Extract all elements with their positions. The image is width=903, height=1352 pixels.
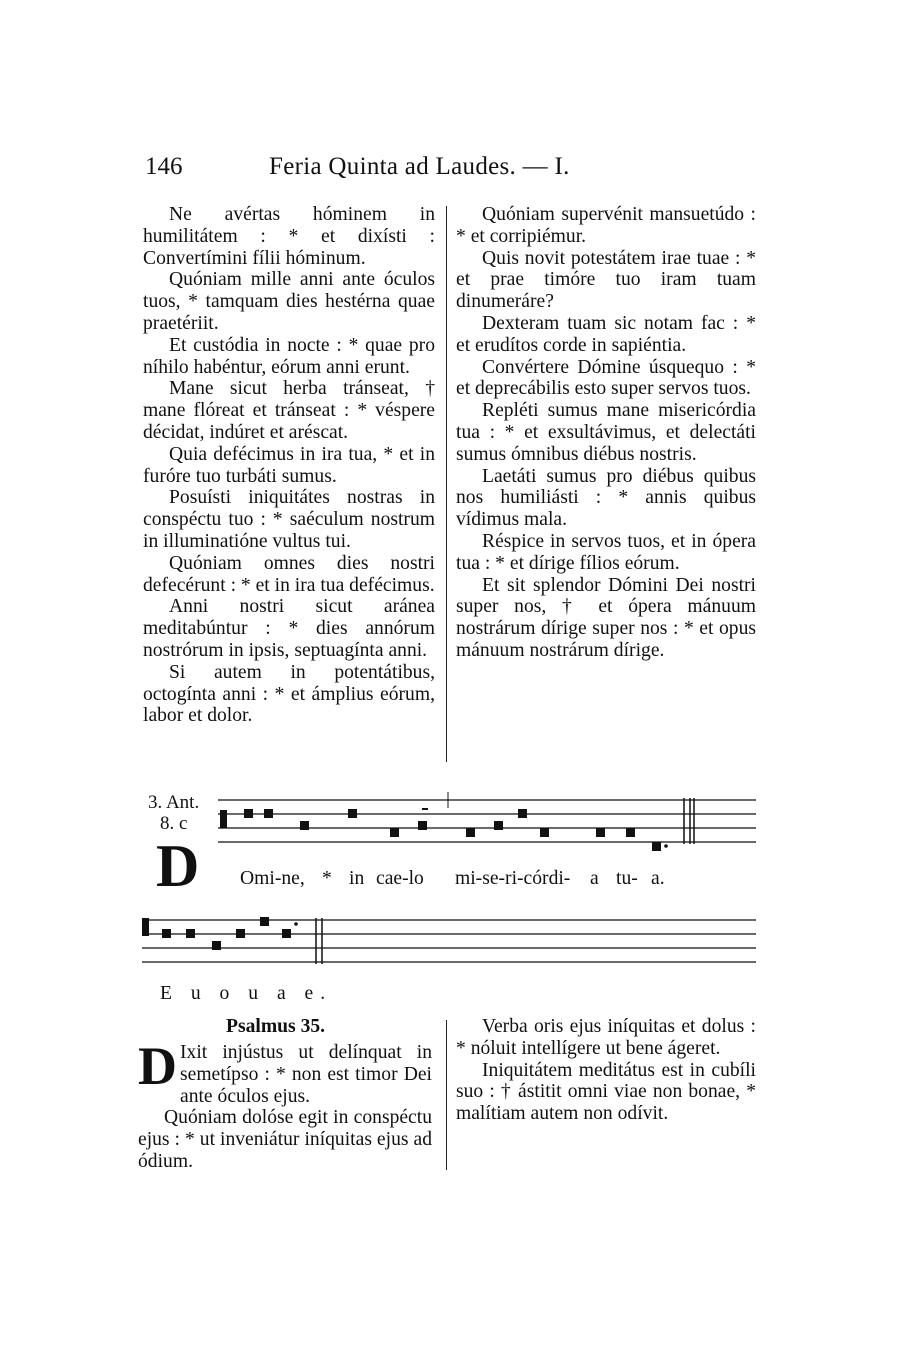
running-header — [145, 152, 765, 192]
antiphon-initial: D — [156, 833, 200, 899]
verse: Mane sicut herba tránseat, † mane flóreat et tránseat : * véspere décidat, indúret et aréscat. — [143, 378, 435, 443]
euouae: E u o u a e. — [160, 983, 333, 1004]
psalm-initial: D — [138, 1036, 177, 1096]
column-divider — [446, 1020, 447, 1170]
verse: Laetáti sumus pro diébus quibus nos humiliásti : * annis quibus vídimus mala. — [456, 465, 756, 531]
verse: Posuísti iniquitátes nostras in conspéctu tuo : * saéculum nostrum in illuminatióne vultus tui. — [143, 487, 435, 552]
left-column-bottom — [138, 1036, 432, 1173]
antiphon-number: 3. Ant. — [148, 792, 200, 813]
verse: Quóniam omnes dies nostri defecérunt : * et in ira tua defécimus. — [143, 552, 435, 596]
antiphon-syllable: mi-se-ri-córdi- — [455, 868, 571, 889]
page-number: 146 — [145, 153, 183, 180]
verse: Et custódia in nocte : * quae pro níhilo habéntur, eórum anni erunt. — [143, 334, 435, 378]
verse: Ne avértas hóminem in humilitátem : * et dixísti : Convertímini fílii hóminum. — [143, 204, 435, 269]
antiphon-syllable: in — [349, 868, 365, 889]
verse: Convértere Dómine úsquequo : * et deprecábilis esto super servos tuos. — [456, 356, 756, 400]
antiphon-mode: 8. c — [160, 813, 188, 834]
verse: Quóniam mille anni ante óculos tuos, * tamquam dies hestérna quae praetériit. — [143, 269, 435, 334]
left-column-top — [143, 204, 435, 727]
antiphon-syllable: cae-lo — [376, 868, 424, 889]
verse: Si autem in potentátibus, octogínta anni : * et ámplius eórum, labor et dolor. — [143, 661, 435, 727]
verse: Réspice in servos tuos, et in ópera tua : * et dírige fílios eórum. — [456, 530, 756, 574]
verse: Quia defécimus in ira tua, * et in furóre tuo turbáti sumus. — [143, 443, 435, 487]
psalm-title: Psalmus 35. — [226, 1016, 326, 1037]
antiphon-syllable: * — [322, 868, 332, 889]
verse: Anni nostri sicut aránea meditabúntur : * dies annórum nostrórum in ipsis, septuagínta anni. — [143, 596, 435, 661]
running-title: Feria Quinta ad Laudes. — I. — [269, 153, 570, 180]
column-divider — [446, 206, 447, 762]
verse-text: Ixit injústus ut delínquat in semetípso : * non est timor Dei ante óculos ejus. — [180, 1042, 432, 1107]
verse: Quis novit potestátem irae tuae : * et prae timóre tuo iram tuam dinumeráre? — [456, 247, 756, 313]
right-column-bottom — [456, 1016, 756, 1125]
verse: Dexteram tuam sic notam fac : * et erudítos corde in sapiéntia. — [456, 312, 756, 356]
verse: Et sit splendor Dómini Dei nostri super nos, † et ópera mánuum nostrárum dírige super nos : * et opus mánuum nostrárum dírige. — [456, 574, 756, 661]
verse: Verba oris ejus iníquitas et dolus : * nóluit intellígere ut bene ágeret. — [456, 1016, 756, 1059]
chant-staff-1 — [218, 792, 756, 856]
antiphon-syllable: a — [590, 868, 599, 889]
antiphon-syllable: Omi-ne, — [240, 868, 305, 889]
right-column-top — [456, 204, 756, 662]
antiphon-syllable: tu- — [616, 868, 638, 889]
chant-staff-2 — [142, 912, 756, 968]
antiphon-syllable: a. — [651, 868, 665, 889]
verse: Quóniam supervénit mansuetúdo : * et corripiémur. — [456, 204, 756, 247]
verse — [138, 1036, 432, 1107]
verse: Iniquitátem meditátus est in cubíli suo : † ástitit omni viae non bonae, * malítiam autem non odívit. — [456, 1059, 756, 1125]
verse: Quóniam dolóse egit in conspéctu ejus : * ut inveniátur iníquitas ejus ad ódium. — [138, 1107, 432, 1172]
verse: Repléti sumus mane misericórdia tua : * et exsultávimus, et delectáti sumus ómnibus diébus nostris. — [456, 400, 756, 465]
